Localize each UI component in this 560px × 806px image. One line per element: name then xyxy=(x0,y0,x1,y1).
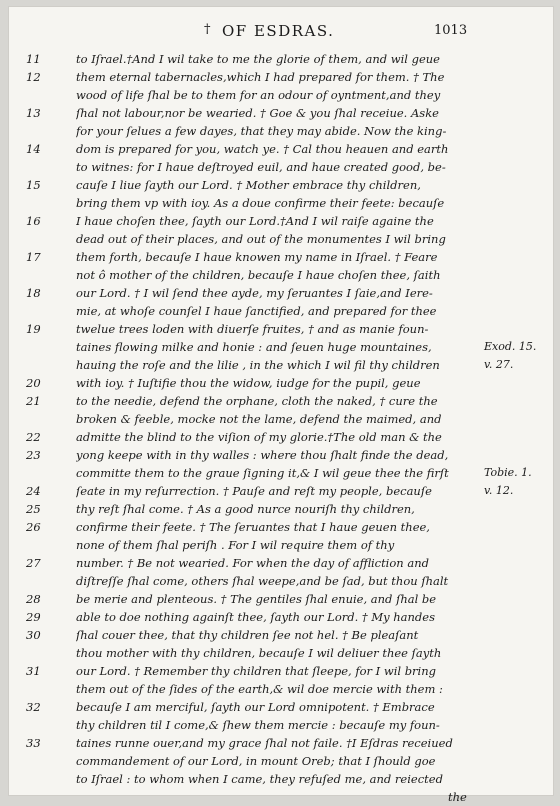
line-text: to the needie, defend the orphane, cloth the naked, † cure the xyxy=(76,394,438,408)
line-text: none of them ſhal periſh . For I wil require them of thy xyxy=(76,538,395,552)
verse-number: 13 xyxy=(26,106,41,120)
verse-number: 11 xyxy=(26,52,41,66)
line-text: taines runne ouer,and my grace ſhal not faile. †I Eſdras receiued xyxy=(76,736,453,750)
text-line xyxy=(8,428,554,446)
text-line xyxy=(8,212,554,230)
verse-number: 23 xyxy=(26,448,41,462)
text-line xyxy=(8,356,554,374)
verse-number: 31 xyxy=(26,664,41,678)
text-line xyxy=(8,734,554,752)
margin-note: v. 12. xyxy=(484,484,514,497)
line-text: I haue choſen thee, ſayth our Lord.†And I wil raiſe againe the xyxy=(76,214,434,228)
line-text: wood of life ſhal be to them for an odour of oyntment,and they xyxy=(76,88,441,102)
line-text: confirme their feete. † The ſeruantes that I haue geuen thee, xyxy=(76,520,430,534)
line-text: our Lord. † I wil ſend thee ayde, my ſeruantes I ſaie,and Iere- xyxy=(76,286,433,300)
line-text: with ioy. † Iuſtifie thou the widow, iudge for the pupil, geue xyxy=(76,376,421,390)
text-line xyxy=(8,338,554,356)
text-line xyxy=(8,608,554,626)
text-line xyxy=(8,590,554,608)
margin-note: v. 27. xyxy=(484,358,514,371)
text-line xyxy=(8,86,554,104)
verse-number: 25 xyxy=(26,502,41,516)
verse-number: 18 xyxy=(26,286,41,300)
verse-number: 16 xyxy=(26,214,41,228)
text-line xyxy=(8,104,554,122)
line-text: diſtreſſe ſhal come, others ſhal weepe,and be ſad, but thou ſhalt xyxy=(76,574,449,588)
page-header xyxy=(8,22,554,42)
text-line xyxy=(8,662,554,680)
margin-note: Exod. 15. xyxy=(484,340,537,353)
line-text: bring them vp with ioy. As a doue confirme their feete: becauſe xyxy=(76,196,445,210)
text-line xyxy=(8,572,554,590)
verse-number: 32 xyxy=(26,700,41,714)
line-text: for your ſelues a few dayes, that they may abide. Now the king- xyxy=(76,124,447,138)
line-text: thy reſt ſhal come. † As a good nurce nouriſh thy children, xyxy=(76,502,415,516)
verse-number: 33 xyxy=(26,736,41,750)
text-line xyxy=(8,176,554,194)
line-text: dead out of their places, and out of the monumentes I wil bring xyxy=(76,232,446,246)
text-line xyxy=(8,140,554,158)
text-line xyxy=(8,122,554,140)
line-text: committe them to the graue ſigning it,& I wil geue thee the firſt xyxy=(76,466,449,480)
line-text: dom is prepared for you, watch ye. † Cal thou heauen and earth xyxy=(76,142,449,156)
text-line xyxy=(8,266,554,284)
text-line xyxy=(8,158,554,176)
text-line xyxy=(8,374,554,392)
verse-number: 14 xyxy=(26,142,41,156)
line-text: thy children til I come,& ſhew them mercie : becauſe my foun- xyxy=(76,718,440,732)
text-line xyxy=(8,500,554,518)
text-line xyxy=(8,248,554,266)
text-line xyxy=(8,482,554,500)
line-text: mie, at whoſe counſel I haue ſanctified, and prepared for thee xyxy=(76,304,437,318)
verse-number: 27 xyxy=(26,556,41,570)
line-text: hauing the roſe and the lilie , in the which I wil fil thy children xyxy=(76,358,440,372)
margin-note: Tobie. 1. xyxy=(484,466,532,479)
book-page xyxy=(8,6,554,804)
text-line xyxy=(8,392,554,410)
text-line xyxy=(8,518,554,536)
text-line xyxy=(8,752,554,770)
verse-number: 19 xyxy=(26,322,41,336)
text-line xyxy=(8,410,554,428)
catchword: the xyxy=(448,790,467,804)
text-line xyxy=(8,230,554,248)
text-line xyxy=(8,446,554,464)
page-number: 1013 xyxy=(434,23,468,38)
text-line xyxy=(8,194,554,212)
text-line xyxy=(8,50,554,68)
text-line xyxy=(8,284,554,302)
text-line xyxy=(8,554,554,572)
line-text: them out of the ſides of the earth,& wil doe mercie with them : xyxy=(76,682,443,696)
line-text: them forth, becauſe I haue knowen my name in Iſrael. † Feare xyxy=(76,250,438,264)
text-line xyxy=(8,464,554,482)
line-text: not ô mother of the children, becauſe I haue choſen thee, ſaith xyxy=(76,268,441,282)
verse-number: 29 xyxy=(26,610,41,624)
text-line xyxy=(8,644,554,662)
running-title: OF ESDRAS. xyxy=(222,22,335,40)
text-line xyxy=(8,680,554,698)
line-text: thou mother with thy children, becauſe I wil deliuer thee ſayth xyxy=(76,646,442,660)
line-text: to Iſrael.†And I wil take to me the glorie of them, and wil geue xyxy=(76,52,440,66)
line-text: them eternal tabernacles,which I had prepared for them. † The xyxy=(76,70,445,84)
line-text: ſhal not labour,nor be wearied. † Goe & you ſhal receiue. Aske xyxy=(76,106,439,120)
line-text: becauſe I am merciful, ſayth our Lord omnipotent. † Embrace xyxy=(76,700,435,714)
text-line xyxy=(8,302,554,320)
line-text: ſhal couer thee, that thy children ſee not hel. † Be pleaſant xyxy=(76,628,419,642)
line-text: ſeate in my reſurrection. † Pauſe and reſt my people, becauſe xyxy=(76,484,432,498)
verse-number: 24 xyxy=(26,484,41,498)
line-text: able to doe nothing againſt thee, ſayth our Lord. † My handes xyxy=(76,610,435,624)
line-text: taines flowing milke and honie : and ſeuen huge mountaines, xyxy=(76,340,432,354)
line-text: number. † Be not wearied. For when the day of affliction and xyxy=(76,556,429,570)
verse-number: 28 xyxy=(26,592,41,606)
verse-number: 12 xyxy=(26,70,41,84)
verse-number: 21 xyxy=(26,394,41,408)
line-text: to Iſrael : to whom when I came, they refuſed me, and reiected xyxy=(76,772,443,786)
text-line xyxy=(8,68,554,86)
verse-number: 30 xyxy=(26,628,41,642)
verse-number: 15 xyxy=(26,178,41,192)
line-text: commandement of our Lord, in mount Oreb; that I ſhould goe xyxy=(76,754,436,768)
line-text: admitte the blind to the viſion of my glorie.†The old man & the xyxy=(76,430,442,444)
line-text: yong keepe with in thy walles : where thou ſhalt finde the dead, xyxy=(76,448,449,462)
line-text: to witnes: for I haue deſtroyed euil, and haue created good, be- xyxy=(76,160,446,174)
verse-number: 22 xyxy=(26,430,41,444)
text-line xyxy=(8,716,554,734)
line-text: twelue trees loden with diuerſe fruites, † and as manie foun- xyxy=(76,322,429,336)
text-line xyxy=(8,320,554,338)
verse-number: 20 xyxy=(26,376,41,390)
line-text: cauſe I liue ſayth our Lord. † Mother embrace thy children, xyxy=(76,178,421,192)
header-dagger: † xyxy=(204,22,211,37)
text-line xyxy=(8,770,554,788)
line-text: be merie and plenteous. † The gentiles ſhal enuie, and ſhal be xyxy=(76,592,437,606)
line-text: broken & feeble, mocke not the lame, defend the maimed, and xyxy=(76,412,442,426)
text-line xyxy=(8,626,554,644)
text-line xyxy=(8,698,554,716)
line-text: our Lord. † Remember thy children that ſleepe, for I wil bring xyxy=(76,664,437,678)
text-line xyxy=(8,536,554,554)
verse-number: 26 xyxy=(26,520,41,534)
verse-number: 17 xyxy=(26,250,41,264)
